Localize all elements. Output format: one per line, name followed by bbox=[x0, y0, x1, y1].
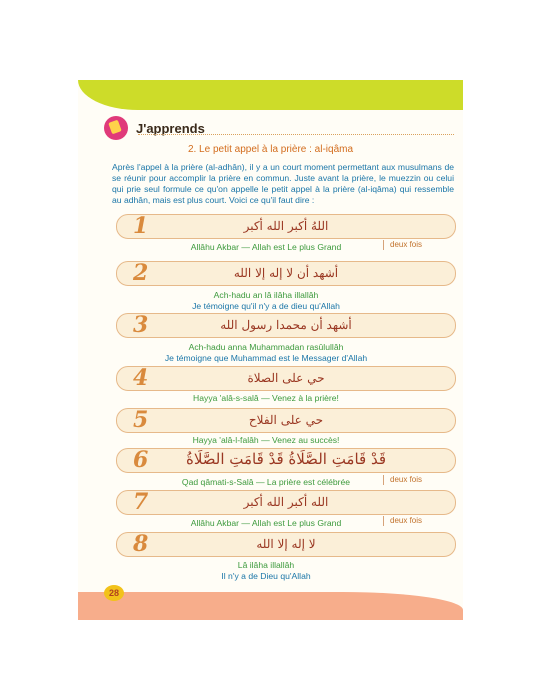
intro-paragraph: Après l'appel à la prière (al-adhân), il y a un court moment permettant aux musulmans de se réunir pour accomplir la prière en commun. Juste avant la prière, le muezzin ou celui qui prie seul formule ce qu'on appelle le petit appel à la prière (al-iqâma) qui ressemble au adhân, mais est plus court. Voici ce qu'il faut dire : bbox=[112, 162, 454, 205]
arabic-calligraphy: أشهد أن محمدا رسول الله bbox=[220, 318, 352, 332]
repeat-note: deux fois bbox=[383, 475, 456, 485]
arabic-calligraphy: قَدْ قَامَتِ الصَّلَاةُ قَدْ قَامَتِ الصَّلَاةُ bbox=[185, 450, 387, 468]
iqama-row bbox=[116, 261, 456, 286]
iqama-row bbox=[116, 532, 456, 557]
header-title: J'apprends bbox=[136, 120, 205, 136]
step-number: 7 bbox=[133, 489, 149, 515]
arabic-calligraphy: لا إله إلا الله bbox=[256, 537, 316, 551]
repeat-note: deux fois bbox=[383, 516, 456, 526]
iqama-row bbox=[116, 313, 456, 338]
pencil-badge-icon bbox=[104, 116, 128, 140]
section-title: 2. Le petit appel à la prière : al-iqâma bbox=[187, 144, 354, 155]
iqama-row bbox=[116, 448, 456, 473]
transliteration: Ach-hadu an lâ ilâha illallâh bbox=[213, 290, 319, 300]
transliteration: Ach-hadu anna Muhammadan rasûlullâh bbox=[188, 342, 344, 352]
translation: Il n'y a de Dieu qu'Allah bbox=[221, 571, 311, 581]
iqama-row bbox=[116, 408, 456, 433]
translation: Je témoigne qu'il n'y a de dieu qu'Allah bbox=[192, 301, 340, 311]
step-number: 2 bbox=[133, 260, 149, 286]
page-number: 28 bbox=[104, 585, 124, 601]
transliteration: Qad qâmati-s-Salâ — La prière est célébrée bbox=[181, 477, 351, 487]
book-page bbox=[78, 80, 463, 620]
section-header bbox=[104, 116, 205, 140]
top-color-band bbox=[78, 80, 463, 110]
repeat-note: deux fois bbox=[383, 240, 456, 250]
arabic-calligraphy: أشهد أن لا إله إلا الله bbox=[233, 266, 339, 280]
transliteration: Lâ ilâha illallâh bbox=[237, 560, 295, 570]
step-number: 8 bbox=[133, 531, 149, 557]
transliteration: Allâhu Akbar — Allah est Le plus Grand bbox=[190, 242, 342, 252]
step-number: 1 bbox=[133, 213, 149, 239]
iqama-row bbox=[116, 366, 456, 391]
bottom-color-band bbox=[78, 592, 463, 620]
arabic-calligraphy: اللهُ أكبر الله أكبر bbox=[243, 219, 329, 233]
step-number: 4 bbox=[133, 365, 149, 391]
step-number: 6 bbox=[133, 447, 149, 473]
arabic-calligraphy: حي على الفلاح bbox=[248, 413, 324, 427]
arabic-calligraphy: حي على الصلاة bbox=[247, 371, 325, 385]
translation: Je témoigne que Muhammad est le Messager d'Allah bbox=[164, 353, 368, 363]
transliteration: Hayya 'alâ-s-salâ — Venez à la prière! bbox=[193, 393, 339, 403]
iqama-row bbox=[116, 490, 456, 515]
step-number: 5 bbox=[133, 407, 149, 433]
step-number: 3 bbox=[133, 312, 149, 338]
transliteration: Allâhu Akbar — Allah est Le plus Grand bbox=[190, 518, 342, 528]
header-divider bbox=[138, 134, 454, 135]
arabic-calligraphy: الله أكبر الله أكبر bbox=[243, 495, 329, 509]
iqama-row bbox=[116, 214, 456, 239]
transliteration: Hayya 'alâ-l-falâh — Venez au succès! bbox=[192, 435, 340, 445]
